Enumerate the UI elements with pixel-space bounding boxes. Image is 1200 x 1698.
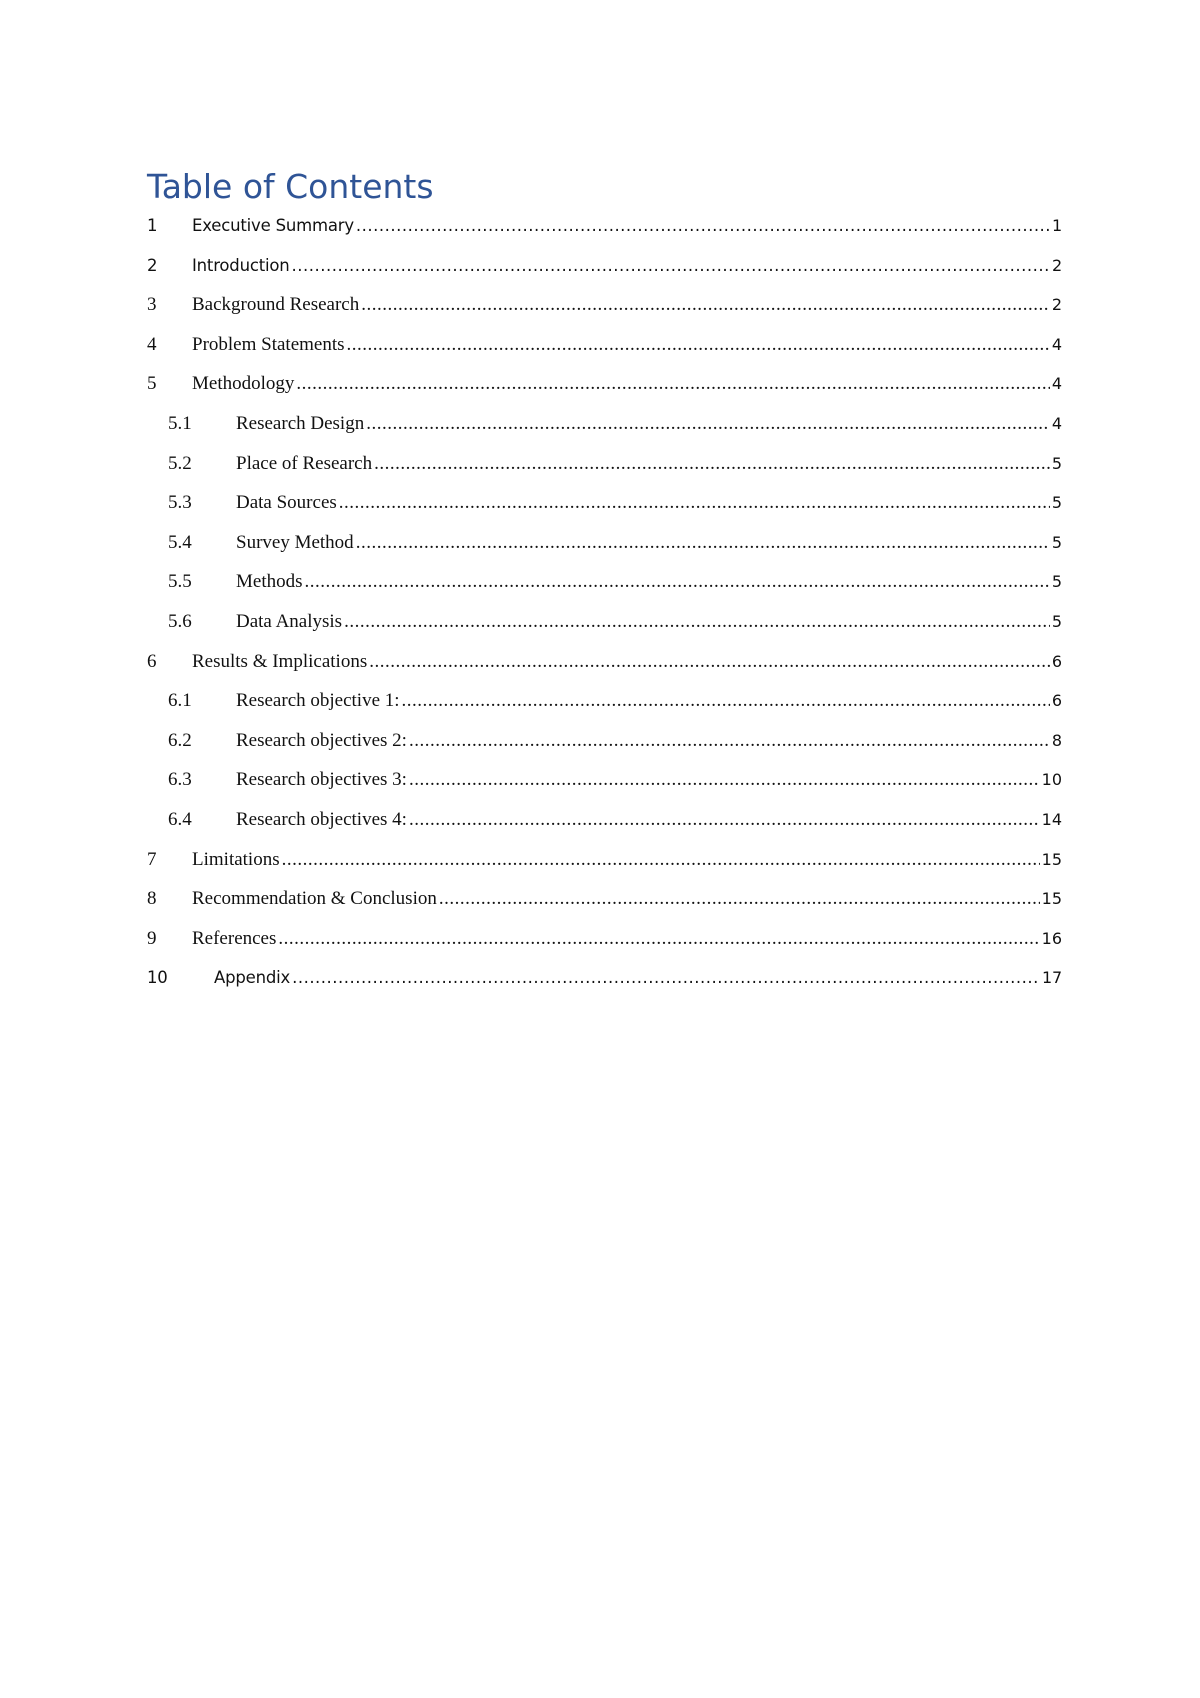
toc-entry-label[interactable]: Research objectives 2:: [236, 729, 407, 751]
toc-entry[interactable]: [147, 767, 1062, 807]
toc-entry-label[interactable]: Place of Research: [236, 452, 373, 474]
toc-entry-label[interactable]: Data Sources: [236, 492, 337, 514]
toc-entry-label[interactable]: Methods: [236, 571, 303, 593]
toc-entry-page-number: 5: [1051, 611, 1062, 631]
toc-entry-label[interactable]: Data Analysis: [236, 610, 343, 632]
toc-dot-leader: [305, 569, 1050, 595]
toc-entry-page-number: 8: [1051, 730, 1062, 750]
toc-entry-number: 5.4: [168, 531, 192, 553]
toc-entry-number: 6.2: [168, 729, 192, 751]
toc-entry-page-number: 16: [1041, 928, 1062, 948]
toc-dot-leader: [409, 728, 1050, 754]
toc-entry-page-number: 4: [1051, 334, 1062, 354]
toc-dot-leader: [366, 411, 1050, 437]
toc-entry-number: 6.3: [168, 769, 192, 791]
toc-entry-number: 3: [147, 294, 157, 316]
toc-entry[interactable]: [147, 490, 1062, 530]
toc-entry-label[interactable]: Survey Method: [236, 531, 354, 553]
toc-entry-number: 5.6: [168, 610, 192, 632]
toc-entry-number: 5.2: [168, 452, 192, 474]
toc-entry-label[interactable]: Limitations: [192, 848, 280, 870]
toc-entry-page-number: 2: [1051, 295, 1062, 315]
toc-dot-leader: [292, 253, 1050, 279]
toc-entry-page-number: 15: [1041, 889, 1062, 909]
toc-entry-label[interactable]: Research objective 1:: [236, 690, 400, 712]
toc-entry[interactable]: [147, 530, 1062, 570]
toc-entry[interactable]: [147, 688, 1062, 728]
toc-entry-label[interactable]: Background Research: [192, 294, 360, 316]
toc-dot-leader: [292, 965, 1040, 991]
toc-entry-number: 6.4: [168, 808, 192, 830]
toc-entry-number: 1: [147, 216, 158, 235]
toc-entry-page-number: 5: [1051, 453, 1062, 473]
toc-entry-label[interactable]: References: [192, 927, 277, 949]
toc-list: [147, 213, 1062, 1005]
toc-entry-label[interactable]: Executive Summary: [192, 216, 354, 235]
toc-entry[interactable]: [147, 332, 1062, 372]
toc-entry-page-number: 2: [1052, 255, 1062, 275]
toc-entry[interactable]: [147, 451, 1062, 491]
toc-entry-page-number: 15: [1041, 849, 1062, 869]
toc-entry-label[interactable]: Introduction: [192, 255, 290, 275]
toc-entry[interactable]: [147, 253, 1062, 293]
toc-entry-label[interactable]: Results & Implications: [192, 650, 368, 672]
toc-entry-number: 2: [147, 255, 158, 275]
toc-entry-label[interactable]: Research objectives 4:: [236, 808, 407, 830]
toc-dot-leader: [339, 490, 1050, 516]
toc-entry-number: 5.5: [168, 571, 192, 593]
toc-entry[interactable]: [147, 926, 1062, 966]
toc-entry-label[interactable]: Problem Statements: [192, 333, 345, 355]
toc-entry-page-number: 4: [1051, 413, 1062, 433]
toc-dot-leader: [344, 609, 1050, 635]
toc-entry-page-number: 6: [1051, 691, 1062, 711]
toc-entry-number: 9: [147, 927, 157, 949]
toc-entry-page-number: 4: [1051, 374, 1062, 394]
toc-dot-leader: [356, 530, 1050, 556]
toc-entry[interactable]: [147, 728, 1062, 768]
toc-entry-page-number: 14: [1041, 809, 1062, 829]
toc-dot-leader: [361, 292, 1050, 318]
toc-entry[interactable]: [147, 292, 1062, 332]
toc-entry-number: 5: [147, 373, 157, 395]
toc-entry-page-number: 6: [1051, 651, 1062, 671]
toc-dot-leader: [409, 767, 1040, 793]
toc-entry-number: 6: [147, 650, 157, 672]
toc-dot-leader: [347, 332, 1050, 358]
toc-dot-leader: [369, 649, 1050, 675]
toc-entry-page-number: 5: [1051, 532, 1062, 552]
toc-entry-page-number: 10: [1041, 770, 1062, 790]
toc-entry-number: 5.3: [168, 492, 192, 514]
toc-dot-leader: [439, 886, 1040, 912]
toc-entry-label[interactable]: Recommendation & Conclusion: [192, 888, 437, 910]
toc-entry-label[interactable]: Research Design: [236, 412, 365, 434]
toc-entry-number: 6.1: [168, 690, 192, 712]
toc-entry-page-number: 5: [1051, 493, 1062, 513]
toc-entry[interactable]: [147, 886, 1062, 926]
toc-dot-leader: [374, 451, 1050, 477]
toc-entry[interactable]: [147, 847, 1062, 887]
toc-entry[interactable]: [147, 649, 1062, 689]
toc-entry-number: 4: [147, 333, 157, 355]
toc-entry-number: 5.1: [168, 412, 192, 434]
toc-title: Table of Contents: [147, 167, 434, 206]
toc-entry-number: 10: [147, 968, 168, 988]
toc-entry-label[interactable]: Methodology: [192, 373, 295, 395]
toc-dot-leader: [356, 213, 1050, 239]
toc-entry-number: 8: [147, 888, 157, 910]
toc-dot-leader: [409, 807, 1040, 833]
toc-entry[interactable]: [147, 609, 1062, 649]
toc-entry-label[interactable]: Research objectives 3:: [236, 769, 407, 791]
toc-entry-label[interactable]: Appendix: [214, 968, 291, 988]
toc-entry[interactable]: [147, 965, 1062, 1005]
toc-entry-number: 7: [147, 848, 157, 870]
toc-dot-leader: [282, 847, 1040, 873]
toc-entry[interactable]: [147, 569, 1062, 609]
toc-dot-leader: [402, 688, 1050, 714]
toc-entry[interactable]: [147, 371, 1062, 411]
toc-entry-page-number: 1: [1052, 216, 1062, 235]
toc-dot-leader: [278, 926, 1039, 952]
toc-entry[interactable]: [147, 213, 1062, 253]
toc-entry-page-number: 17: [1042, 968, 1062, 988]
toc-entry[interactable]: [147, 807, 1062, 847]
toc-entry-page-number: 5: [1051, 572, 1062, 592]
toc-dot-leader: [296, 371, 1049, 397]
toc-entry[interactable]: [147, 411, 1062, 451]
